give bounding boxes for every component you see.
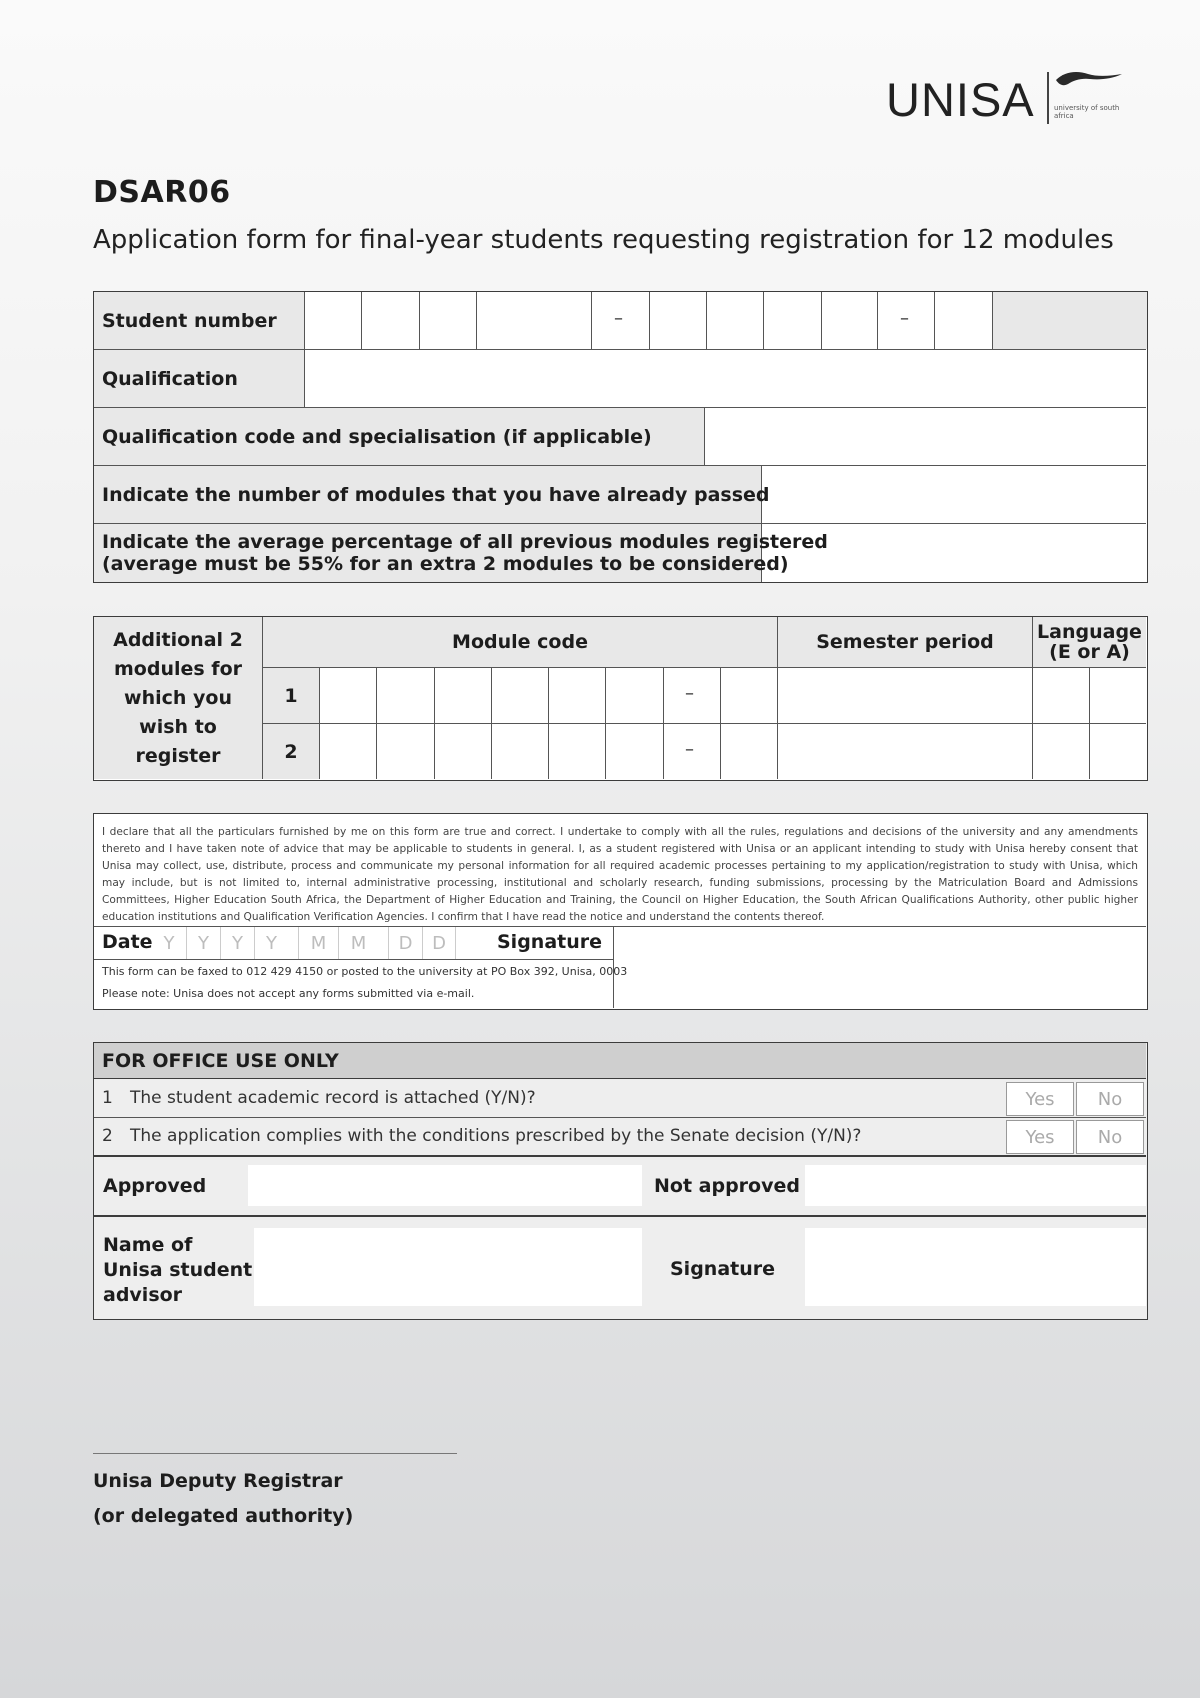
additional-modules-table <box>93 616 1148 781</box>
advisor-name-input[interactable] <box>254 1228 642 1306</box>
language-header-line1: Language <box>1037 621 1142 643</box>
advisor-label-line3: advisor <box>103 1284 183 1306</box>
date-digit: M <box>298 927 338 959</box>
registrar-subtitle: (or delegated authority) <box>93 1505 354 1527</box>
module-1-code-input[interactable] <box>320 668 777 723</box>
logo-divider <box>1047 72 1049 124</box>
student-number-input[interactable] <box>305 293 992 348</box>
date-digit: Y <box>163 932 175 954</box>
module-row-number: 1 <box>284 684 298 707</box>
form-title: Application form for final-year students requesting registration for 12 modules <box>93 225 1114 255</box>
not-approved-input[interactable] <box>805 1165 1146 1206</box>
module-code-separator: – <box>685 683 694 704</box>
complies-no[interactable]: No <box>1076 1120 1144 1154</box>
record-attached-no[interactable]: No <box>1076 1082 1144 1116</box>
record-attached-yes[interactable]: Yes <box>1006 1082 1074 1116</box>
average-label-line1: Indicate the average percentage of all previous modules registered <box>102 531 828 553</box>
fax-note: This form can be faxed to 012 429 4150 or posted to the university at PO Box 392, Unisa, 0003 <box>102 965 628 978</box>
qualification-code-input[interactable] <box>705 409 1145 464</box>
qualification-label: Qualification <box>102 368 238 390</box>
approved-input[interactable] <box>248 1165 642 1206</box>
date-digit: Y <box>186 927 220 959</box>
student-details-table <box>93 291 1148 583</box>
semester-period-header: Semester period <box>816 631 994 653</box>
not-approved-label: Not approved <box>654 1175 800 1197</box>
date-digit: D <box>422 927 456 959</box>
advisor-signature-input[interactable] <box>805 1228 1146 1306</box>
office-use-section <box>93 1042 1148 1320</box>
additional-modules-label: Additional 2 modules for which you wish to register <box>113 628 243 767</box>
office-item-number: 2 <box>102 1126 113 1146</box>
language-header-line2: (E or A) <box>1049 641 1130 663</box>
form-code: DSAR06 <box>93 175 231 210</box>
registrar-title: Unisa Deputy Registrar <box>93 1470 343 1492</box>
complies-yes[interactable]: Yes <box>1006 1120 1074 1154</box>
registrar-signature-line[interactable] <box>93 1453 457 1454</box>
student-signature-input[interactable] <box>614 927 1146 1008</box>
declaration-text: I declare that all the particulars furnished by me on this form are true and correct. I undertake to comply with all the rules, regulations and decisions of the university and any amendments thereto and I have taken note of advice that may be applicable to students in general. I, as a student registered with Unisa or an applicant intending to study with Unisa hereby consent that Unisa may collect, use, distribute, process and communicate my personal information for all required academic processes pertaining to my application/registration to study with Unisa, which may include, but is not limited to, internal administrative processing, institutional and scholarly research, funding submissions, processing by the Matriculation Board and Admissions Committees, Higher Education South Africa, the Department of Higher Education and Training, the Council on Higher Education, the South African Qualifications Authority, other public higher education institutions and Qualification Verification Agencies. I confirm that I have read the notice and understand the contents thereof. <box>102 826 1138 923</box>
date-digit: D <box>388 927 422 959</box>
module-1-semester-input[interactable] <box>778 668 1032 723</box>
module-2-language-input[interactable] <box>1033 724 1146 779</box>
student-number-separator: – <box>900 308 909 329</box>
modules-passed-input[interactable] <box>762 467 1145 522</box>
module-code-separator: – <box>685 739 694 760</box>
average-percentage-input[interactable] <box>762 525 1145 580</box>
student-number-separator: – <box>614 308 623 329</box>
module-2-code-input[interactable] <box>320 724 777 779</box>
office-use-header: FOR OFFICE USE ONLY <box>102 1050 339 1072</box>
approved-label: Approved <box>103 1175 207 1197</box>
qualification-code-label: Qualification code and specialisation (if applicable) <box>102 426 652 448</box>
office-item-text: The student academic record is attached (Y/N)? <box>130 1088 536 1108</box>
date-label: Date <box>102 931 153 953</box>
advisor-label-line2: Unisa student <box>103 1259 253 1281</box>
average-label-line2: (average must be 55% for an extra 2 modules to be considered) <box>102 553 789 575</box>
logo-tagline: university of south africa <box>1054 104 1120 120</box>
office-item-number: 1 <box>102 1088 113 1108</box>
advisor-signature-label: Signature <box>670 1258 776 1280</box>
email-note: Please note: Unisa does not accept any forms submitted via e-mail. <box>102 987 475 1000</box>
date-digit: Y <box>254 927 288 959</box>
module-2-semester-input[interactable] <box>778 724 1032 779</box>
unisa-logo <box>886 70 1126 126</box>
module-1-language-input[interactable] <box>1033 668 1146 723</box>
logo-wordmark: UNISA <box>886 73 1035 126</box>
student-number-label: Student number <box>102 310 277 332</box>
declaration-section <box>93 813 1148 1010</box>
date-digit: M <box>338 927 378 959</box>
advisor-label-line1: Name of <box>103 1234 193 1256</box>
module-code-header: Module code <box>452 631 588 653</box>
date-digit: Y <box>220 927 254 959</box>
modules-passed-label: Indicate the number of modules that you have already passed <box>102 484 770 506</box>
office-item-text: The application complies with the conditions prescribed by the Senate decision (Y/N)? <box>130 1126 862 1146</box>
date-input[interactable] <box>152 927 497 959</box>
logo-bird-icon <box>1054 70 1124 92</box>
signature-label: Signature <box>497 931 603 953</box>
qualification-input[interactable] <box>305 351 1145 406</box>
module-row-number: 2 <box>284 740 298 763</box>
